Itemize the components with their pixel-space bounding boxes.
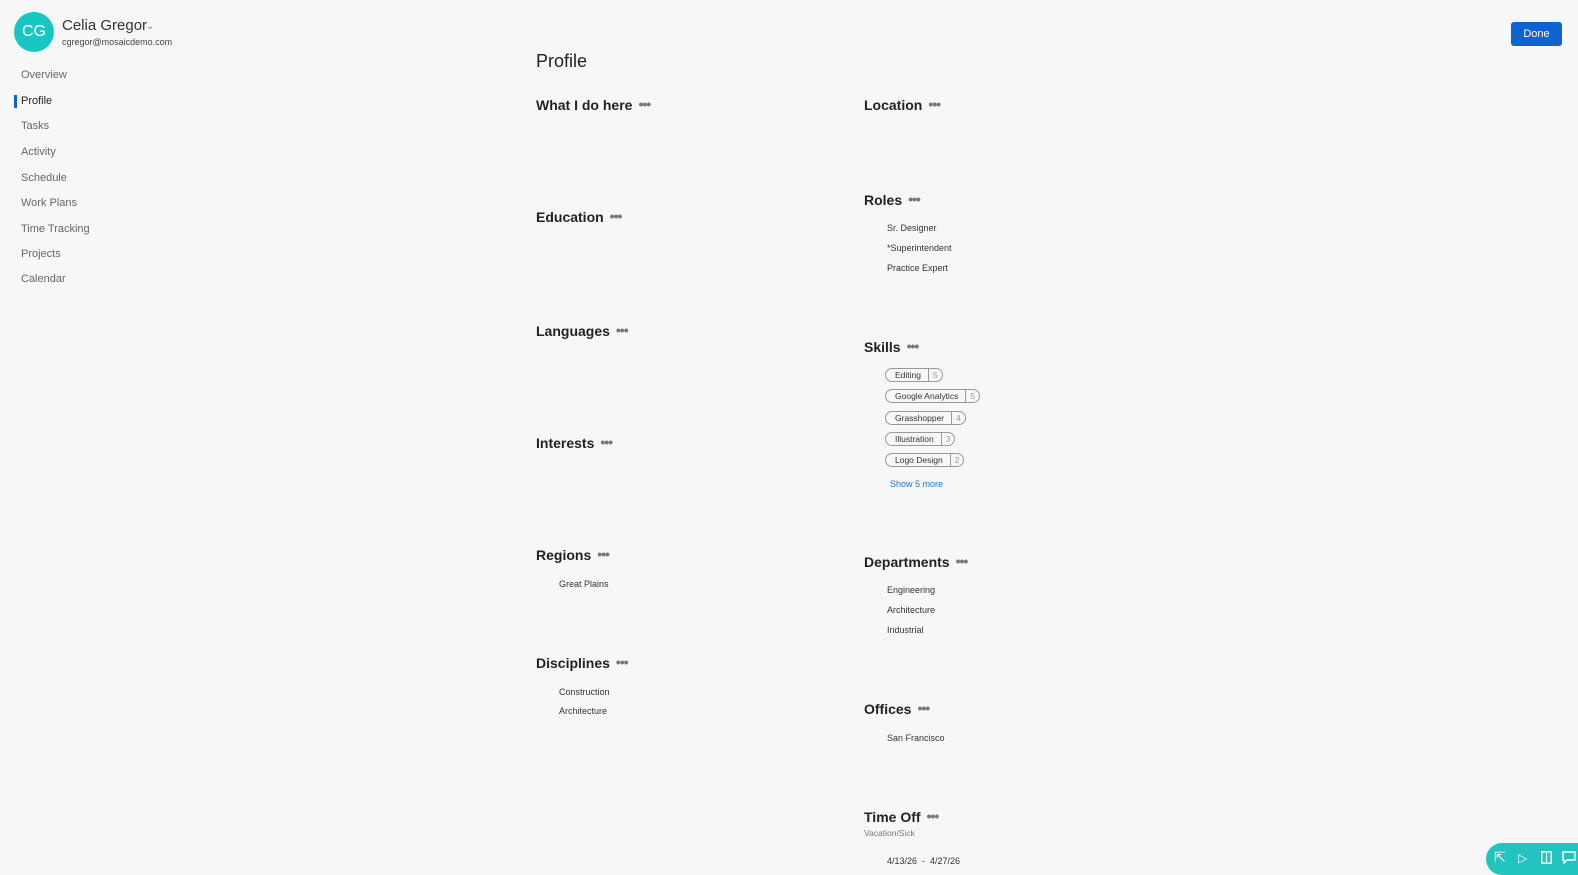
more-icon[interactable]: ••• <box>908 191 920 207</box>
section-title: Regions <box>536 547 592 563</box>
user-email: cgregor@mosaicdemo.com <box>62 37 173 47</box>
skill-pill[interactable] <box>885 368 943 382</box>
section-title: What I do here <box>536 97 633 113</box>
more-icon[interactable]: ••• <box>600 434 613 450</box>
role-item: Sr. Designer <box>887 223 937 233</box>
done-button[interactable]: Done <box>1511 22 1562 46</box>
skill-name: Illustration <box>895 434 934 444</box>
more-icon[interactable]: ••• <box>609 208 622 224</box>
section-disciplines <box>536 654 628 671</box>
sidebar-item-activity[interactable]: Activity <box>21 146 56 158</box>
role-item: *Superintendent <box>887 243 952 253</box>
role-item: Practice Expert <box>887 263 949 273</box>
office-item: San Francisco <box>887 733 945 743</box>
section-interests <box>536 434 612 451</box>
page-title: Profile <box>536 51 588 71</box>
more-icon[interactable]: ••• <box>615 654 628 670</box>
more-icon[interactable]: ••• <box>955 553 968 569</box>
department-item: Engineering <box>887 585 936 595</box>
section-title: Roles <box>864 192 903 208</box>
arrow-up-left-icon[interactable]: ⇱ <box>1494 849 1506 865</box>
time-off-subtitle: Vacation/Sick <box>864 828 915 838</box>
show-more-skills-link[interactable]: Show 5 more <box>890 479 944 489</box>
section-roles <box>864 191 920 208</box>
section-languages <box>536 322 628 339</box>
department-item: Industrial <box>887 625 924 635</box>
sidebar-item-overview[interactable]: Overview <box>21 69 67 81</box>
section-title: Departments <box>864 554 950 570</box>
comment-icon[interactable] <box>1562 851 1576 867</box>
section-title: Education <box>536 209 604 225</box>
section-title: Disciplines <box>536 655 610 671</box>
skill-name: Logo Design <box>895 455 943 465</box>
skill-level: 2 <box>950 454 964 466</box>
user-name[interactable]: Celia Gregor <box>62 17 148 34</box>
skill-name: Google Analytics <box>895 391 959 401</box>
discipline-item: Architecture <box>559 706 608 716</box>
skill-name: Editing <box>895 370 921 380</box>
sidebar-item-projects[interactable]: Projects <box>21 248 61 260</box>
sidebar-item-time-tracking[interactable]: Time Tracking <box>21 223 90 235</box>
skill-pill[interactable] <box>885 453 964 467</box>
section-offices <box>864 700 929 717</box>
more-icon[interactable]: ••• <box>597 546 609 562</box>
section-skills <box>864 338 918 355</box>
section-education <box>536 208 621 225</box>
more-icon[interactable]: ••• <box>638 96 651 112</box>
active-nav-marker <box>14 95 17 108</box>
section-title: Time Off <box>864 809 921 825</box>
avatar[interactable]: CG <box>14 12 54 52</box>
skill-pill[interactable] <box>885 411 966 425</box>
sidebar-item-tasks[interactable]: Tasks <box>21 120 50 132</box>
more-icon[interactable]: ••• <box>917 700 930 716</box>
more-icon[interactable]: ••• <box>906 338 919 354</box>
chevron-down-icon[interactable]: ⌄ <box>146 21 155 32</box>
skill-pill[interactable] <box>885 432 955 446</box>
section-title: Skills <box>864 339 901 355</box>
section-regions <box>536 546 609 563</box>
section-location <box>864 96 940 113</box>
skill-level: 5 <box>928 369 942 381</box>
sidebar-item-schedule[interactable]: Schedule <box>21 172 67 184</box>
section-departments <box>864 553 967 570</box>
skill-level: 5 <box>965 390 979 402</box>
section-what-i-do-here <box>536 96 650 113</box>
department-item: Architecture <box>887 605 936 615</box>
time-off-range: 4/13/26 - 4/27/26 <box>887 856 961 866</box>
more-icon[interactable]: ••• <box>615 322 628 338</box>
skill-level: 4 <box>951 412 965 424</box>
sidebar-item-work-plans[interactable]: Work Plans <box>21 197 78 209</box>
skill-level: 3 <box>941 433 955 445</box>
skill-name: Grasshopper <box>895 413 945 423</box>
more-icon[interactable]: ••• <box>926 808 939 824</box>
more-icon[interactable]: ••• <box>928 96 941 112</box>
section-time-off <box>864 808 938 825</box>
section-title: Offices <box>864 701 912 717</box>
sidebar-item-profile[interactable]: Profile <box>21 95 53 107</box>
sidebar-item-calendar[interactable]: Calendar <box>21 273 66 285</box>
section-title: Location <box>864 97 923 113</box>
section-title: Languages <box>536 323 610 339</box>
play-icon[interactable]: ▷ <box>1518 851 1528 865</box>
discipline-item: Construction <box>559 687 610 697</box>
skill-pill[interactable] <box>885 389 980 403</box>
document-icon[interactable] <box>1541 851 1552 867</box>
section-title: Interests <box>536 435 595 451</box>
region-item: Great Plains <box>559 579 609 589</box>
